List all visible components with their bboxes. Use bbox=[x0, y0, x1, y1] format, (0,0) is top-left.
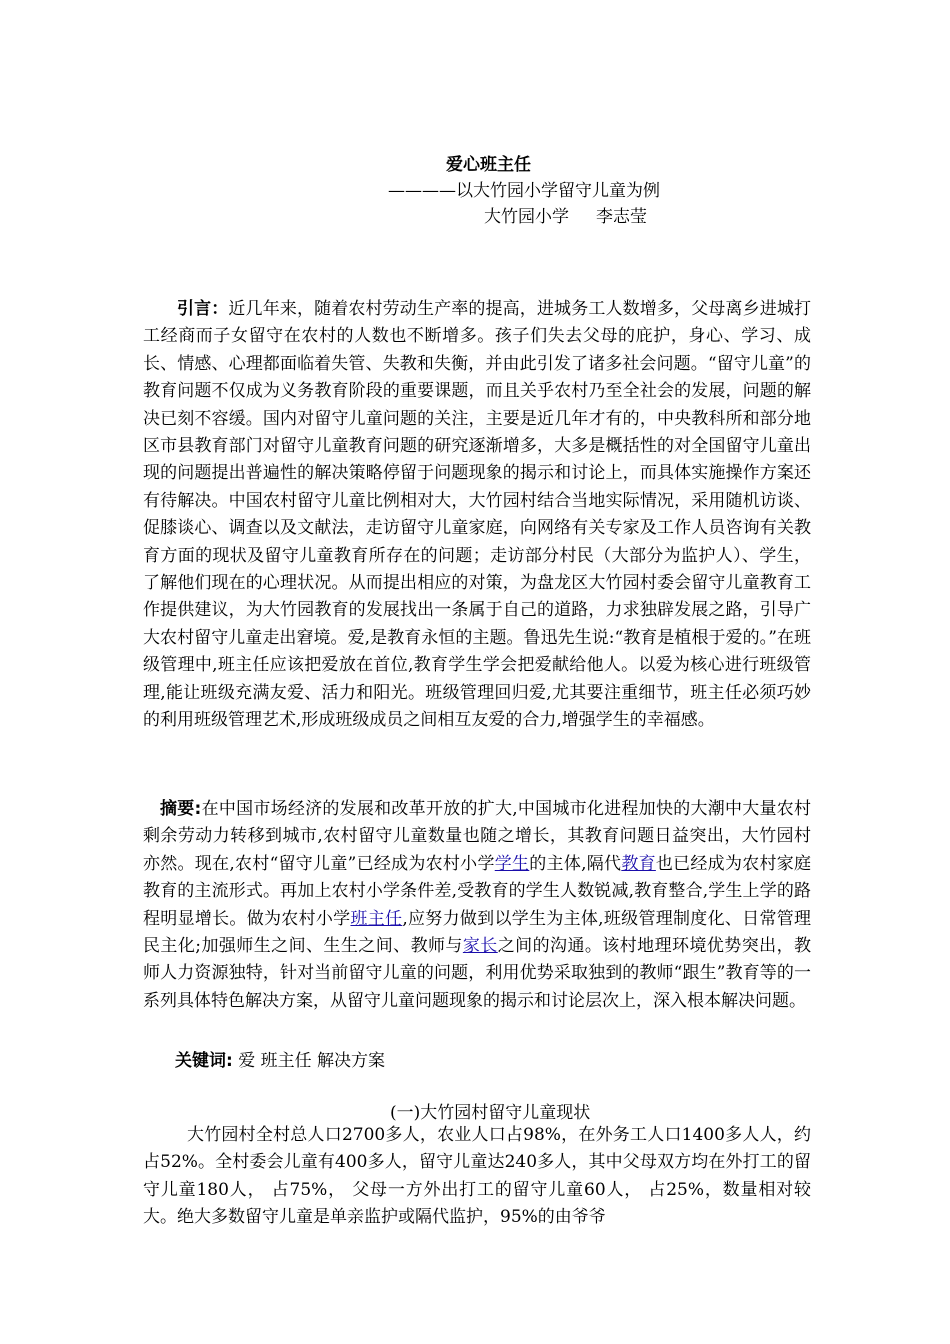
abstract-text-4: ,应努力做到以学生为主体,班级管理制度化、日常管理民主化;加强师生之间、生生之间、教师与 bbox=[143, 908, 812, 957]
section-heading: (一)大竹园村留守儿童现状 bbox=[390, 1103, 591, 1123]
abstract-label: 摘要: bbox=[160, 799, 202, 819]
document-title: 爱心班主任 bbox=[446, 155, 531, 175]
keywords-text: 爱 班主任 解决方案 bbox=[232, 1051, 386, 1071]
abstract-text-3: 也已经成为农村家庭教育的主流形式。再加上农村小学条件差,受教育的学生人数锐减,教育整合,学生上学的路程明显增长。做为农村小学 bbox=[143, 853, 812, 929]
abstract-paragraph bbox=[143, 796, 811, 1015]
abstract-text-1: 在中国市场经济的发展和改革开放的扩大,中国城市化进程加快的大潮中大量农村剩余劳动力转移到城市,农村留守儿童数量也随之增长，其教育问题日益突出，大竹园村亦然。现在,农村“留守儿童”已经成为农村小学 bbox=[143, 799, 811, 874]
intro-paragraph bbox=[143, 296, 811, 735]
link-education[interactable]: 教育 bbox=[621, 853, 656, 874]
abstract-text-2: 的主体,隔代 bbox=[529, 853, 622, 874]
section-paragraph: 大竹园村全村总人口2700多人，农业人口占98%，在外务工人口1400多人人，约占52%。全村委会儿童有400多人，留守儿童达240多人，其中父母双方均在外打工的留守儿童180人， 占75%， 父母一方外出打工的留守儿童60人， 占25%，数量相对较大。绝大多数留守儿童是单亲监护或隔代监护，95%的由爷爷 bbox=[143, 1125, 811, 1228]
link-student[interactable]: 学生 bbox=[494, 853, 530, 874]
keywords-line bbox=[175, 1046, 385, 1071]
intro-text: 近几年来，随着农村劳动生产率的提高，进城务工人数增多，父母离乡进城打工经商而子女留守在农村的人数也不断增多。孩子们失去父母的庇护，身心、学习、成长、情感、心理都面临着失管、失教和失衡，并由此引发了诸多社会问题。“留守儿童”的教育问题不仅成为义务教育阶段的重要课题，而且关乎农村乃至全社会的发展，问题的解决已刻不容缓。国内对留守儿童问题的关注，主要是近几年才有的，中央教科所和部分地区市县教育部门对留守儿童教育问题的研究逐渐增多，大多是概括性的对全国留守儿童出现的问题提出普遍性的解决策略停留于问题现象的揭示和讨论上，而具体实施操作方案还有待解决。中国农村留守儿童比例相对大，大竹园村结合当地实际情况，采用随机访谈、促膝谈心、调查以及文献法，走访留守儿童家庭，向网络有关专家及工作人员咨询有关教育方面的现状及留守儿童教育所存在的问题；走访部分村民（大部分为监护人）、学生，了解他们现在的心理状况。从而提出相应的对策，为盘龙区大竹园村委会留守儿童教育工作提供建议，为大竹园教育的发展找出一条属于自己的道路，力求独辟发展之路，引导广大农村留守儿童走出窘境。爱,是教育永恒的主题。鲁迅先生说:“教育是植根于爱的。”在班级管理中,班主任应该把爱放在首位,教育学生学会把爱献给他人。以爱为核心进行班级管理,能让班级充满友爱、活力和阳光。班级管理回归爱,尤其要注重细节，班主任必须巧妙的利用班级管理艺术,形成班级成员之间相互友爱的合力,增强学生的幸福感。 bbox=[143, 299, 812, 731]
link-head-teacher[interactable]: 班主任 bbox=[350, 908, 403, 929]
abstract-text-5: 之间的沟通。该村地理环境优势突出，教师人力资源独特，针对当前留守儿童的问题，利用优势采取独到的教师“跟生”教育等的一系列具体特色解决方案，从留守儿童问题现象的揭示和讨论层次上，深入根本解决问题。 bbox=[143, 936, 812, 1011]
document-subtitle: ————以大竹园小学留守儿童为例 bbox=[388, 181, 660, 201]
keywords-label: 关键词: bbox=[175, 1051, 233, 1071]
document-author: 大竹园小学 李志莹 bbox=[484, 207, 648, 227]
link-parents[interactable]: 家长 bbox=[462, 936, 498, 957]
intro-label: 引言： bbox=[177, 299, 229, 319]
